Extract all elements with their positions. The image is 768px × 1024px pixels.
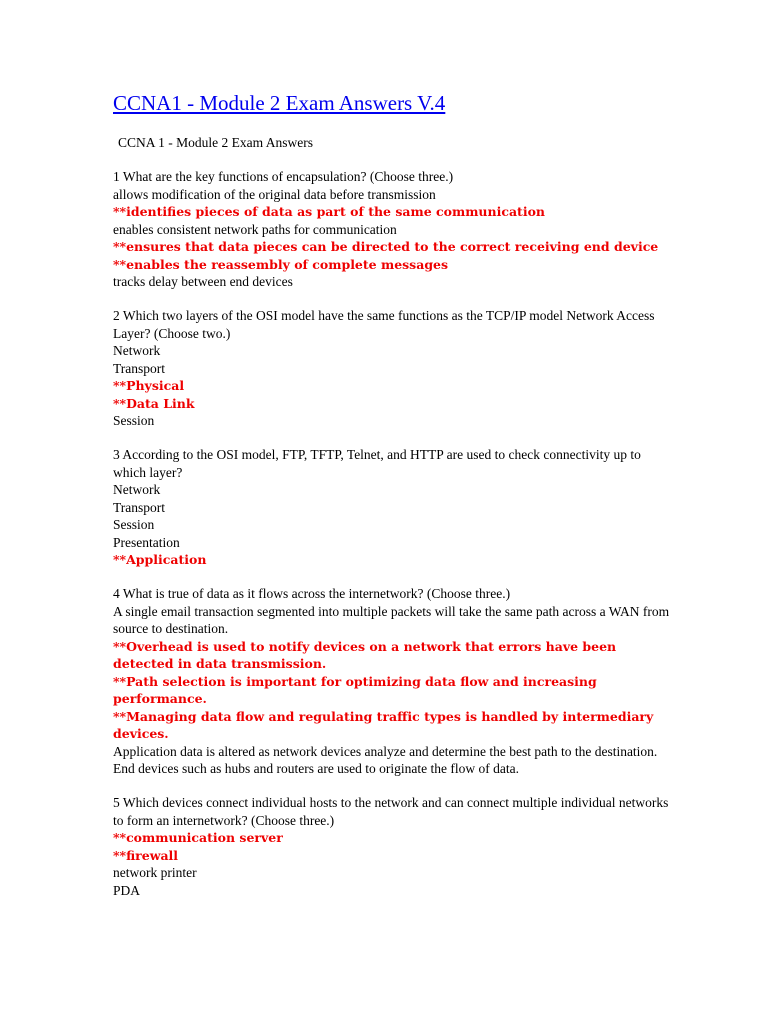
question-block [113,794,673,899]
correct-answer: **communication server [113,830,283,845]
answer-option: enables consistent network paths for communication [113,221,397,237]
question-text: 5 Which devices connect individual hosts to the network and can connect multiple individual networks to form an internetwork? (Choose three.) [113,795,669,828]
questions-list [113,168,673,916]
answer-option: tracks delay between end devices [113,274,293,289]
question-block [113,446,673,569]
answer-option: Network [113,482,161,497]
question-text: 3 According to the OSI model, FTP, TFTP, Telnet, and HTTP are used to check connectivity up to which layer? [113,447,641,480]
answer-option: End devices such as hubs and routers are used to originate the flow of data. [113,761,520,776]
answer-option: Transport [113,499,166,515]
question-text: 2 Which two layers of the OSI model have the same functions as the TCP/IP model Network Access Layer? (Choose two.) [113,308,655,341]
answer-option: Transport [113,360,166,376]
question-block [113,307,673,430]
answer-option: Presentation [113,534,180,550]
answer-option: allows modification of the original data before transmission [113,186,436,202]
correct-answer: **ensures that data pieces can be directed to the correct receiving end device [113,239,659,254]
question-text: 4 What is true of data as it flows across the internetwork? (Choose three.) [113,586,511,601]
question-block [113,585,673,778]
correct-answer: **identifies pieces of data as part of the same communication [113,204,546,219]
answer-option: A single email transaction segmented into multiple packets will take the same path across a WAN from source to destination. [113,603,670,636]
correct-answer: **Data Link [113,395,195,411]
correct-answer: **Managing data flow and regulating traffic types is handled by intermediary devices. [113,708,654,741]
answer-option: Network [113,343,161,358]
answer-option: network printer [113,865,197,880]
correct-answer: **Path selection is important for optimizing data flow and increasing performance. [113,673,597,706]
page-title-link[interactable]: CCNA1 - Module 2 Exam Answers V.4 [113,91,446,115]
correct-answer: **firewall [113,847,179,863]
question-text: 1 What are the key functions of encapsulation? (Choose three.) [113,169,454,184]
page-subtitle: CCNA 1 - Module 2 Exam Answers [118,135,313,150]
correct-answer: **Application [113,552,207,567]
answer-option: PDA [113,882,141,898]
answer-option: Application data is altered as network devices analyze and determine the best path to the destination. [113,743,658,759]
answer-option: Session [113,413,155,428]
correct-answer: **enables the reassembly of complete messages [113,256,449,272]
correct-answer: **Overhead is used to notify devices on a network that errors have been detected in data transmission. [113,638,617,671]
correct-answer: **Physical [113,378,185,393]
question-block [113,168,673,291]
answer-option: Session [113,517,155,532]
